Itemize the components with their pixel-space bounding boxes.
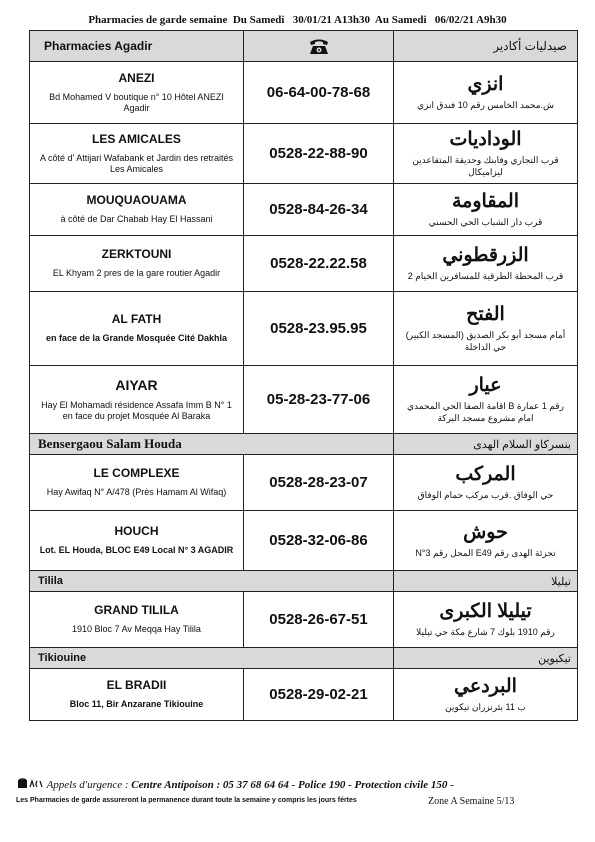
pharmacy-info-cell-ar xyxy=(394,184,578,236)
pharmacy-info-cell xyxy=(30,124,244,184)
pharmacy-name: LE COMPLEXE xyxy=(93,466,180,481)
pharmacy-info-cell-ar xyxy=(394,669,578,721)
pharmacy-name-ar: الوداديات xyxy=(449,129,522,151)
pharmacy-phone: 0528-23.95.95 xyxy=(244,292,394,366)
pharmacy-row xyxy=(30,184,578,236)
telephone-icon xyxy=(308,36,330,56)
pharmacy-info-cell xyxy=(30,592,244,648)
pharmacy-name-ar: تيليلا الكبرى xyxy=(439,601,532,623)
pharmacy-info-cell xyxy=(30,62,244,124)
pharmacy-info-cell-ar xyxy=(394,236,578,292)
pharmacy-name: EL BRADII xyxy=(106,678,167,693)
header-pharmacies-agadir-ar: صيدليات أكادير xyxy=(394,31,578,62)
pharmacy-info-cell xyxy=(30,511,244,571)
pharmacy-info-cell xyxy=(30,184,244,236)
pharmacy-row xyxy=(30,669,578,721)
pharmacy-phone: 0528-28-23-07 xyxy=(244,455,394,511)
pharmacy-name-ar: حوش xyxy=(463,522,508,544)
page-title: Pharmacies de garde semaine Du Samedi 30/01/21 A13h30 Au Samedi 06/02/21 A9h30 xyxy=(88,14,507,26)
pharmacy-info-cell xyxy=(30,366,244,434)
pharmacy-name: AIYAR xyxy=(115,376,158,393)
pharmacy-info-cell-ar xyxy=(394,455,578,511)
pharmacy-row xyxy=(30,455,578,511)
pharmacy-address: 1910 Bloc 7 Av Meqqa Hay Tilila xyxy=(72,624,201,635)
section-title-ar: تيكيوين xyxy=(394,648,578,669)
pharmacy-address-ar: ب 11 بئرنزران تيكوين xyxy=(445,702,526,713)
section-title-ar: تيليلا xyxy=(394,571,578,592)
pharmacy-name-ar: البردعي xyxy=(454,676,517,698)
pharmacy-info-cell xyxy=(30,292,244,366)
pharmacies-table xyxy=(29,30,578,721)
pharmacy-address: à côté de Dar Chabab Hay El Hassani xyxy=(60,214,213,225)
zone-week: Zone A Semaine 5/13 xyxy=(428,796,515,807)
header-phone-cell xyxy=(244,31,394,62)
pharmacy-address: Bd Mohamed V boutique n° 10 Hôtel ANEZI Agadir xyxy=(49,91,224,113)
pharmacy-name-ar: الفتح xyxy=(466,304,505,326)
pharmacy-info-cell-ar xyxy=(394,292,578,366)
pharmacy-name-ar: عيار xyxy=(469,375,502,397)
pharmacy-row xyxy=(30,366,578,434)
pharmacy-address-ar: تجزئة الهدى رقم E49 المحل رقم 3°N xyxy=(415,548,556,559)
pharmacy-address-ar: قرب دار الشباب الحي الحسني xyxy=(428,217,543,228)
pharmacy-phone: 0528-29-02-21 xyxy=(244,669,394,721)
pharmacy-name: MOUQUAOUAMA xyxy=(86,193,187,208)
header-pharmacies-agadir: Pharmacies Agadir xyxy=(30,31,244,62)
pharmacy-info-cell-ar xyxy=(394,124,578,184)
pharmacy-name: LES AMICALES xyxy=(92,131,181,146)
permanence-note: Les Pharmacies de garde assureront la permanence durant toute la semaine y compris les jours fértes xyxy=(16,797,357,804)
pharmacy-address-ar: ش.محمد الخامس رقم 10 فندق انزي xyxy=(416,100,555,111)
pharmacy-address: Hay El Mohamadi résidence Assafa Imm B N° 1 en face du projet Mosquée Al Baraka xyxy=(41,399,232,421)
pharmacy-row xyxy=(30,292,578,366)
pharmacy-info-cell xyxy=(30,455,244,511)
emergency-label: Appels d'urgence : xyxy=(46,779,132,791)
pharmacy-info-cell xyxy=(30,236,244,292)
pharmacy-info-cell xyxy=(30,669,244,721)
pharmacy-phone: 0528-22.22.58 xyxy=(244,236,394,292)
pharmacy-address-ar: قرب المحطة الطرقية للمسافرين الخيام 2 xyxy=(407,271,564,282)
phone-book-icon xyxy=(18,778,44,789)
section-title: Tikiouine xyxy=(30,648,394,669)
pharmacy-address-ar: رقم 1 عمارة B اقامة الصفا الحي المحمدي امام مشروع مسجد البركة xyxy=(407,401,564,423)
pharmacy-info-cell-ar xyxy=(394,366,578,434)
pharmacy-row xyxy=(30,62,578,124)
pharmacy-name: ZERKTOUNI xyxy=(101,247,172,262)
pharmacy-name-ar: المركب xyxy=(455,464,516,486)
pharmacy-row xyxy=(30,236,578,292)
pharmacy-address-ar: حي الوفاق .قرب مركب حمام الوفاق xyxy=(417,490,554,501)
section-header xyxy=(30,434,578,455)
pharmacy-name: HOUCH xyxy=(114,524,159,539)
table-header-row xyxy=(30,31,578,62)
pharmacy-address: EL Khyam 2 pres de la gare routier Agadir xyxy=(52,268,221,279)
pharmacy-name: ANEZI xyxy=(118,70,155,85)
pharmacy-phone: 06-64-00-78-68 xyxy=(244,62,394,124)
emergency-footer xyxy=(18,778,454,791)
pharmacy-phone: 05-28-23-77-06 xyxy=(244,366,394,434)
pharmacy-phone: 0528-26-67-51 xyxy=(244,592,394,648)
pharmacy-phone: 0528-84-26-34 xyxy=(244,184,394,236)
pharmacy-phone: 0528-22-88-90 xyxy=(244,124,394,184)
pharmacy-name-ar: المقاومة xyxy=(452,191,519,213)
pharmacy-name: AL FATH xyxy=(111,312,162,327)
pharmacy-address-ar: أمام مسجد أبو بكر الصديق (المسجد الكبير) حي الداخلة xyxy=(405,330,566,352)
pharmacy-address: Hay Awifaq N° A/478 (Près Hamam Al Wifaq) xyxy=(46,487,227,498)
section-header xyxy=(30,648,578,669)
emergency-numbers: Centre Antipoison : 05 37 68 64 64 - Police 190 - Protection civile 150 - xyxy=(131,779,454,791)
pharmacy-row xyxy=(30,592,578,648)
pharmacy-name-ar: الزرقطوني xyxy=(442,245,529,267)
pharmacy-name: GRAND TILILA xyxy=(94,603,179,618)
section-title: Tilila xyxy=(30,571,394,592)
pharmacy-row xyxy=(30,511,578,571)
pharmacy-row xyxy=(30,124,578,184)
pharmacy-name-ar: انزي xyxy=(467,74,504,96)
section-header xyxy=(30,571,578,592)
pharmacy-info-cell-ar xyxy=(394,511,578,571)
pharmacy-info-cell-ar xyxy=(394,62,578,124)
pharmacy-address-ar: رقم 1910 بلوك 7 شارع مكة حي تيليلا xyxy=(416,627,555,638)
pharmacy-info-cell-ar xyxy=(394,592,578,648)
pharmacy-address-ar: قرب التجاري وفابنك وحديقة المتقاعدين ليزاميكال xyxy=(412,155,559,177)
pharmacy-address: Bloc 11, Bir Anzarane Tikiouine xyxy=(69,699,204,710)
pharmacy-phone: 0528-32-06-86 xyxy=(244,511,394,571)
pharmacy-address: Lot. EL Houda, BLOC E49 Local N° 3 AGADIR xyxy=(39,545,234,556)
section-title-ar: بنسركاو السلام الهدى xyxy=(394,434,578,455)
section-title: Bensergaou Salam Houda xyxy=(30,434,394,455)
pharmacy-address: en face de la Grande Mosquée Cité Dakhla xyxy=(45,333,228,344)
pharmacy-address: A côté d' Attijari Wafabank et Jardin des retraités Les Amicales xyxy=(40,152,233,174)
